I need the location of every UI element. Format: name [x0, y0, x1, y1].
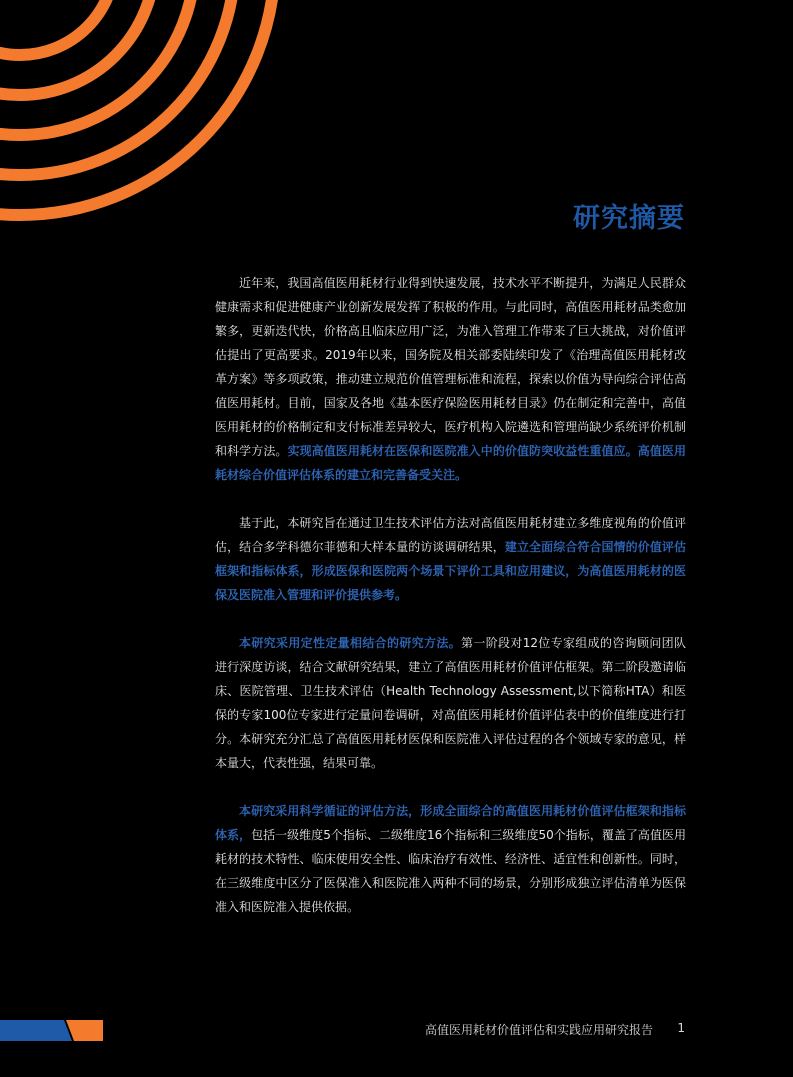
arc-ring — [0, 0, 155, 95]
abstract-paragraph — [215, 271, 686, 487]
footer-orange-stripe — [66, 1020, 103, 1041]
paragraph-highlight: 本研究采用科学循证的评估方法，形成全面综合的高值医用耗材价值评估框架和指标体系， — [215, 804, 686, 842]
paragraph-highlight: 建立全面综合符合国情的价值评估框架和指标体系，形成医保和医院两个场景下评价工具和应用建议，为高值医用耗材的医保及医院准入管理和评价提供参考。 — [215, 540, 686, 602]
abstract-body — [215, 271, 686, 943]
arc-ring — [0, 0, 115, 55]
paragraph-text: 第一阶段对12位专家组成的咨询顾问团队进行深度访谈，结合文献研究结果，建立了高值医用耗材价值评估框架。第二阶段邀请临床、医院管理、卫生技术评估（Health Technology Assessment,以下简称HTA）和医保的专家100位专家进行定量问卷调研，对高值医用耗材价值评估表中的价值维度进行打分。本研究充分汇总了高值医用耗材医保和医院准入评估过程的各个领域专家的意见，样本量大，代表性强，结果可靠。 — [215, 636, 686, 770]
paragraph-text: 包括一级维度5个指标、二级维度16个指标和三级维度50个指标，覆盖了高值医用耗材的技术特性、临床使用安全性、临床治疗有效性、经济性、适宜性和创新性。同时，在三级维度中区分了医保准入和医院准入两种不同的场景，分别形成独立评估清单为医保准入和医院准入提供依据。 — [215, 828, 686, 914]
paragraph-highlight: 实现高值医用耗材在医保和医院准入中的价值防突收益性重值应。高值医用耗材综合价值评估体系的建立和完善备受关注。 — [215, 444, 686, 482]
footer-report-title: 高值医用耗材价值评估和实践应用研究报告 — [424, 1023, 653, 1037]
paragraph-text: 基于此，本研究旨在通过卫生技术评估方法对高值医用耗材建立多维度视角的价值评估，结合多学科德尔菲德和大样本量的访谈调研结果， — [215, 516, 686, 554]
page-title: 研究摘要 — [573, 203, 685, 234]
page-number: 1 — [677, 1021, 685, 1035]
abstract-paragraph — [215, 799, 686, 919]
paragraph-highlight: 本研究采用定性定量相结合的研究方法。 — [239, 636, 462, 650]
paragraph-text: 近年来，我国高值医用耗材行业得到快速发展，技术水平不断提升，为满足人民群众健康需求和促进健康产业创新发展发挥了积极的作用。与此同时，高值医用耗材品类愈加繁多，更新迭代快，价格高且临床应用广泛，为准入管理工作带来了巨大挑战，对价值评估提出了更高要求。2019年以来，国务院及相关部委陆续印发了《治理高值医用耗材改革方案》等多项政策，推动建立规范价值管理标准和流程，探索以价值为导向综合评估高值医用耗材。目前，国家及各地《基本医疗保险医用耗材目录》仍在制定和完善中，高值医用耗材的价格制定和支付标准差异较大，医疗机构入院遴选和管理尚缺少系统评价机制和科学方法。 — [215, 276, 686, 458]
footer-blue-stripe — [0, 1020, 72, 1041]
abstract-paragraph — [215, 631, 686, 775]
footer-accent-bar — [0, 1020, 103, 1041]
abstract-paragraph — [215, 511, 686, 607]
decorative-concentric-arcs — [0, 0, 300, 260]
